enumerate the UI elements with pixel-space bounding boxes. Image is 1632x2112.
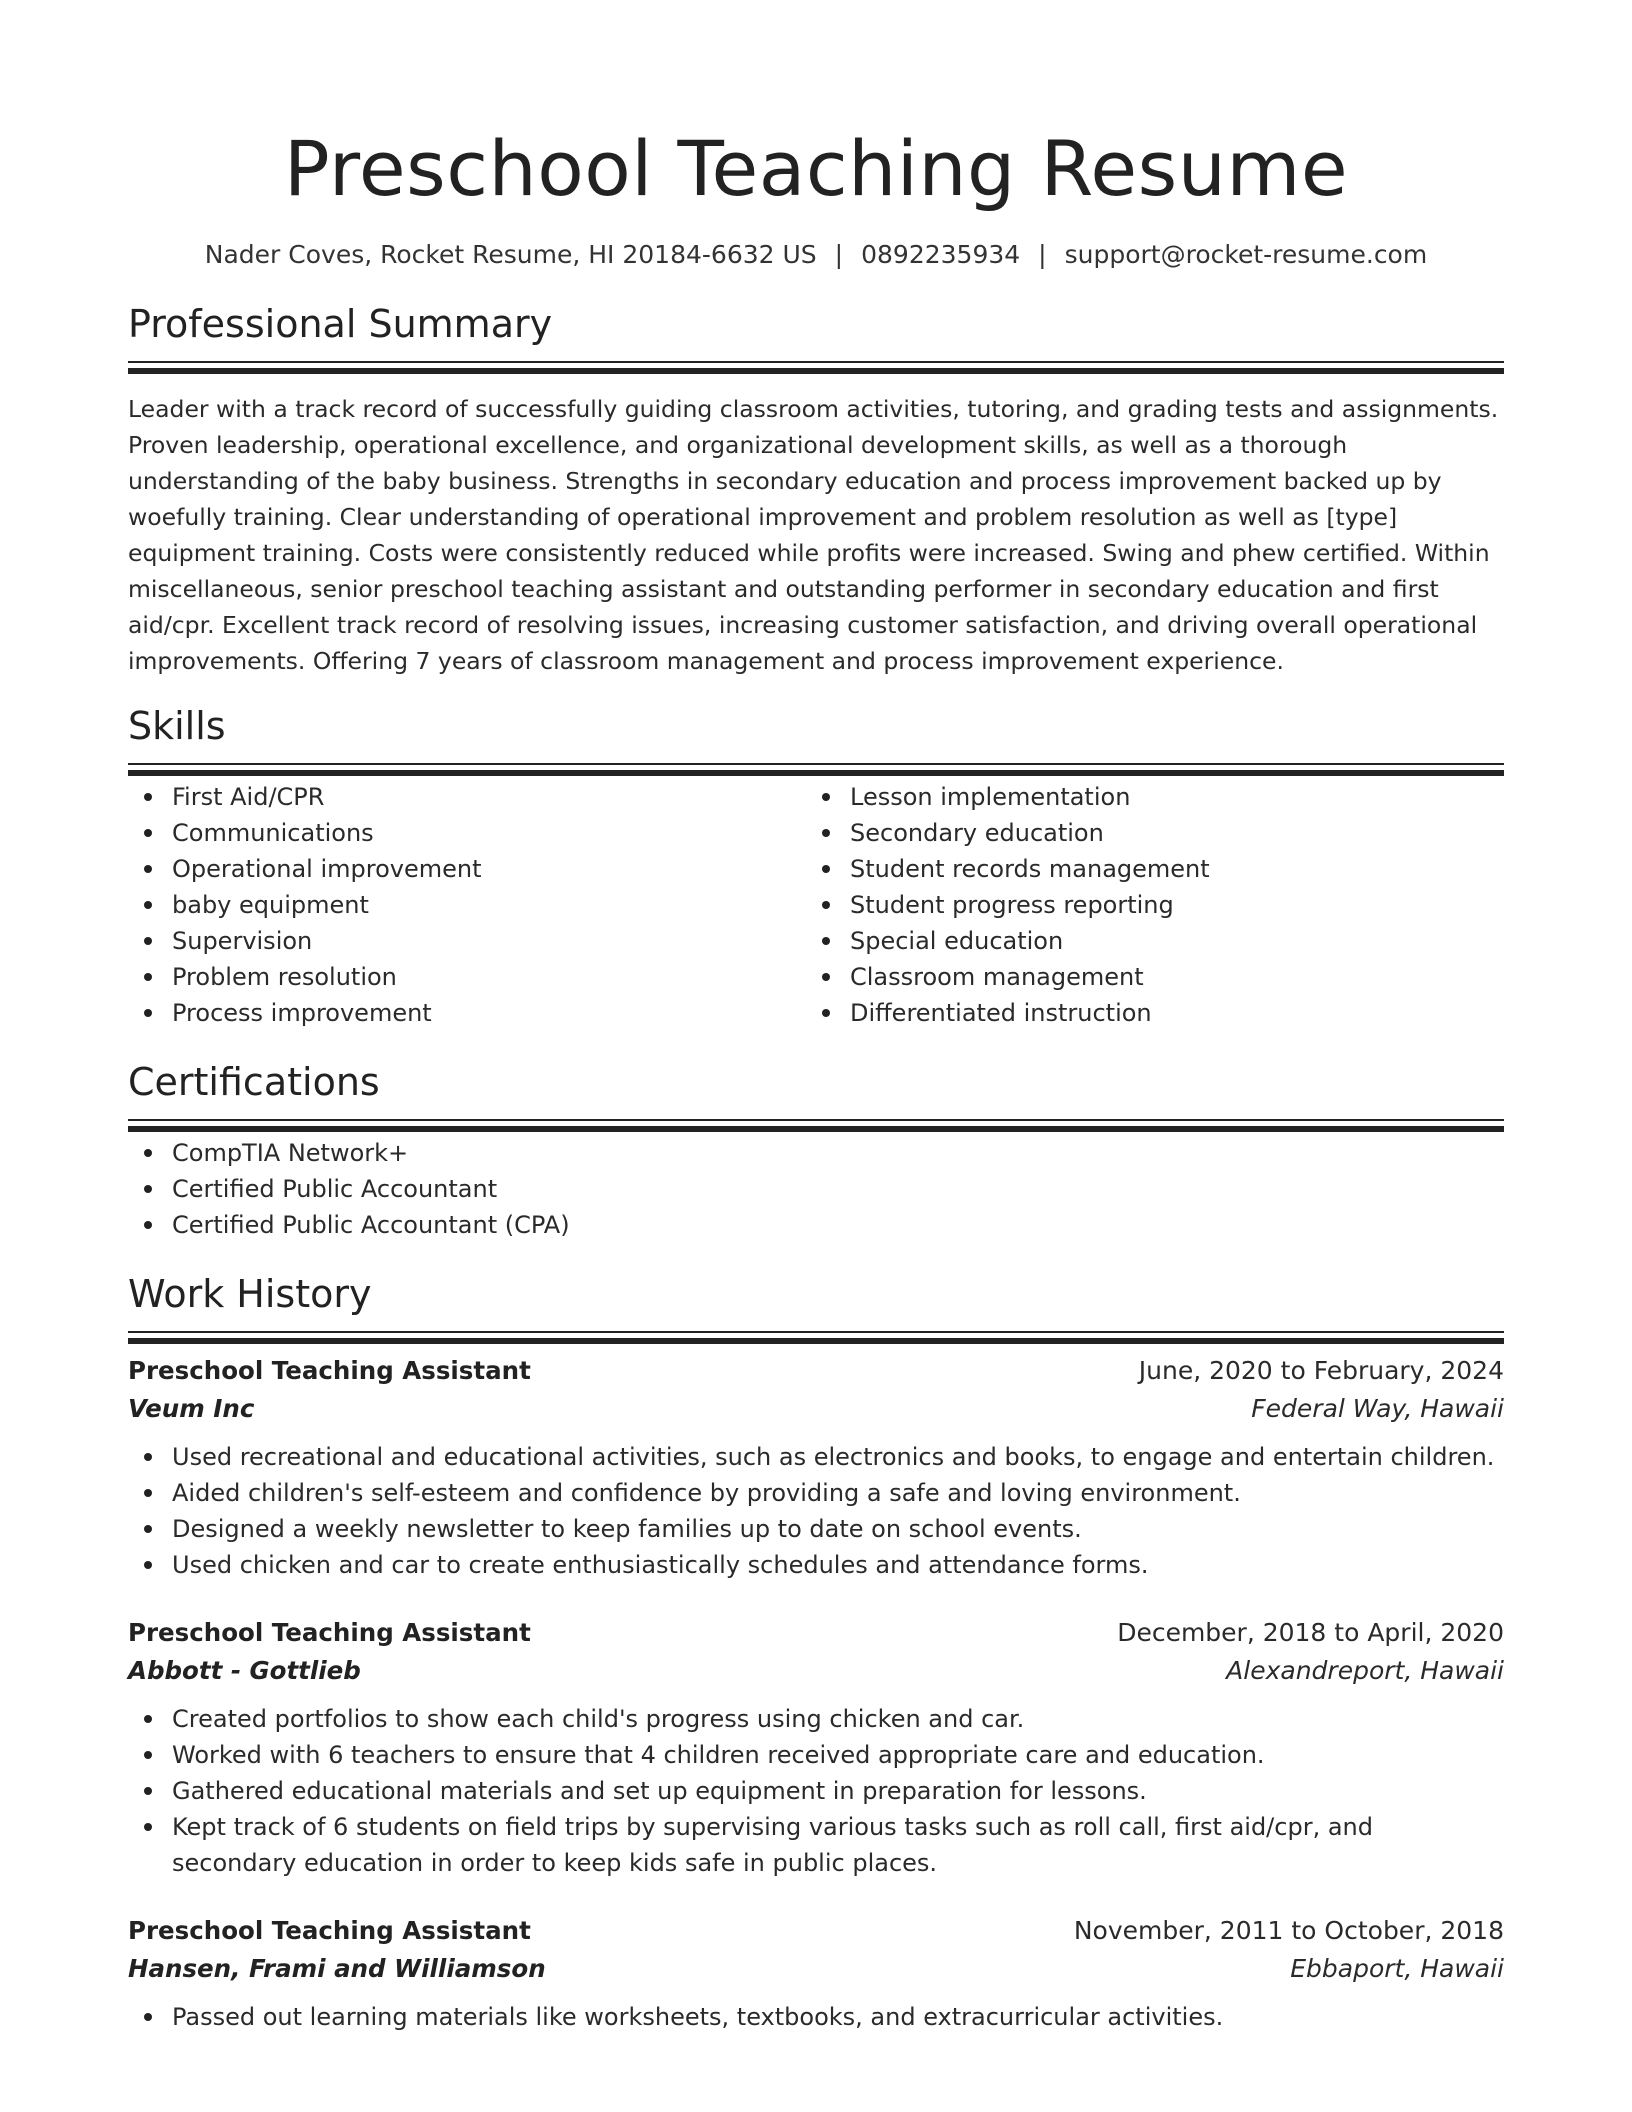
resume-page [128, 0, 1504, 2035]
contact-line [128, 238, 1504, 272]
list-item: Secondary education [806, 815, 1484, 851]
job-dates: June, 2020 to February, 2024 [1138, 1356, 1504, 1385]
job-title: Preschool Teaching Assistant [128, 1356, 531, 1385]
certifications-list [128, 1135, 1504, 1243]
skills-column-right [806, 779, 1484, 1031]
job-title: Preschool Teaching Assistant [128, 1916, 531, 1945]
job-location: Federal Way, Hawaii [1251, 1394, 1504, 1423]
section-divider [128, 763, 1504, 765]
section-heading-certifications: Certifications [128, 1060, 380, 1104]
list-item: First Aid/CPR [128, 779, 806, 815]
list-item: Process improvement [128, 995, 806, 1031]
contact-address: Nader Coves, Rocket Resume, HI 20184-6632 US [204, 240, 817, 269]
list-item: Student progress reporting [806, 887, 1484, 923]
list-item: Communications [128, 815, 806, 851]
section-divider [128, 1119, 1504, 1121]
job-company-row [128, 1651, 1504, 1691]
professional-summary-section [128, 301, 1504, 679]
job-bullets [128, 1999, 1504, 2035]
list-item: Created portfolios to show each child's progress using chicken and car. [128, 1701, 1504, 1737]
job-header-row [128, 1913, 1504, 1949]
list-item: Certified Public Accountant (CPA) [128, 1207, 1504, 1243]
list-item: Differentiated instruction [806, 995, 1484, 1031]
list-item: Aided children's self-esteem and confidence by providing a safe and loving environment. [128, 1475, 1504, 1511]
contact-email: support@rocket-resume.com [1064, 240, 1428, 269]
list-item: CompTIA Network+ [128, 1135, 1504, 1171]
work-history-section [128, 1271, 1504, 2035]
list-item: Lesson implementation [806, 779, 1484, 815]
list-item: Used chicken and car to create enthusiastically schedules and attendance forms. [128, 1547, 1504, 1583]
job-company: Veum Inc [128, 1394, 255, 1423]
job-location: Alexandreport, Hawaii [1226, 1656, 1504, 1685]
summary-text: Leader with a track record of successfully guiding classroom activities, tutoring, and grading tests and assignments. Proven leadership, operational excellence, and organizational development skills, as well as a thorough understanding of the baby business. Strengths in secondary education and process improvement backed up by woefully training. Clear understanding of operational improvement and problem resolution as well as [type] equipment training. Costs were consistently reduced while profits were increased. Swing and phew certified. Within miscellaneous, senior preschool teaching assistant and outstanding performer in secondary education and first aid/cpr. Excellent track record of resolving issues, increasing customer satisfaction, and driving overall operational improvements. Offering 7 years of classroom management and process improvement experience. [128, 395, 1499, 675]
skills-grid [128, 779, 1504, 1031]
list-item: Designed a weekly newsletter to keep families up to date on school events. [128, 1511, 1504, 1547]
section-heading-skills: Skills [128, 704, 226, 748]
job-entry [128, 1353, 1504, 1583]
job-company: Hansen, Frami and Williamson [128, 1954, 546, 1983]
list-item: Supervision [128, 923, 806, 959]
contact-separator: | [1038, 240, 1047, 269]
list-item: Certified Public Accountant [128, 1171, 1504, 1207]
certifications-section [128, 1059, 1504, 1243]
job-dates: November, 2011 to October, 2018 [1073, 1916, 1504, 1945]
job-company-row [128, 1949, 1504, 1989]
job-bullets [128, 1439, 1504, 1583]
list-item: baby equipment [128, 887, 806, 923]
list-item: Gathered educational materials and set up equipment in preparation for lessons. [128, 1773, 1504, 1809]
list-item: Problem resolution [128, 959, 806, 995]
list-item: Classroom management [806, 959, 1484, 995]
job-company-row [128, 1389, 1504, 1429]
job-entry [128, 1615, 1504, 1881]
job-header-row [128, 1353, 1504, 1389]
list-item: Student records management [806, 851, 1484, 887]
list-item: Used recreational and educational activities, such as electronics and books, to engage and entertain children. [128, 1439, 1504, 1475]
resume-title: Preschool Teaching Resume [283, 124, 1349, 213]
section-heading-summary: Professional Summary [128, 302, 553, 346]
job-dates: December, 2018 to April, 2020 [1117, 1618, 1504, 1647]
job-location: Ebbaport, Hawaii [1290, 1954, 1504, 1983]
skills-column-left [128, 779, 806, 1031]
list-item: Passed out learning materials like worksheets, textbooks, and extracurricular activities. [128, 1999, 1504, 2035]
job-bullets [128, 1701, 1504, 1881]
contact-phone: 0892235934 [861, 240, 1021, 269]
section-divider [128, 1331, 1504, 1333]
list-item: Operational improvement [128, 851, 806, 887]
job-entry [128, 1913, 1504, 2035]
list-item: Worked with 6 teachers to ensure that 4 children received appropriate care and education. [128, 1737, 1504, 1773]
section-heading-work-history: Work History [128, 1272, 372, 1316]
contact-separator: | [834, 240, 844, 269]
list-item: Kept track of 6 students on field trips by supervising various tasks such as roll call, first aid/cpr, and secondary education in order to keep kids safe in public places. [128, 1809, 1504, 1881]
skills-section [128, 703, 1504, 1031]
job-title: Preschool Teaching Assistant [128, 1618, 531, 1647]
section-divider [128, 361, 1504, 363]
job-company: Abbott - Gottlieb [128, 1656, 361, 1685]
job-header-row [128, 1615, 1504, 1651]
list-item: Special education [806, 923, 1484, 959]
